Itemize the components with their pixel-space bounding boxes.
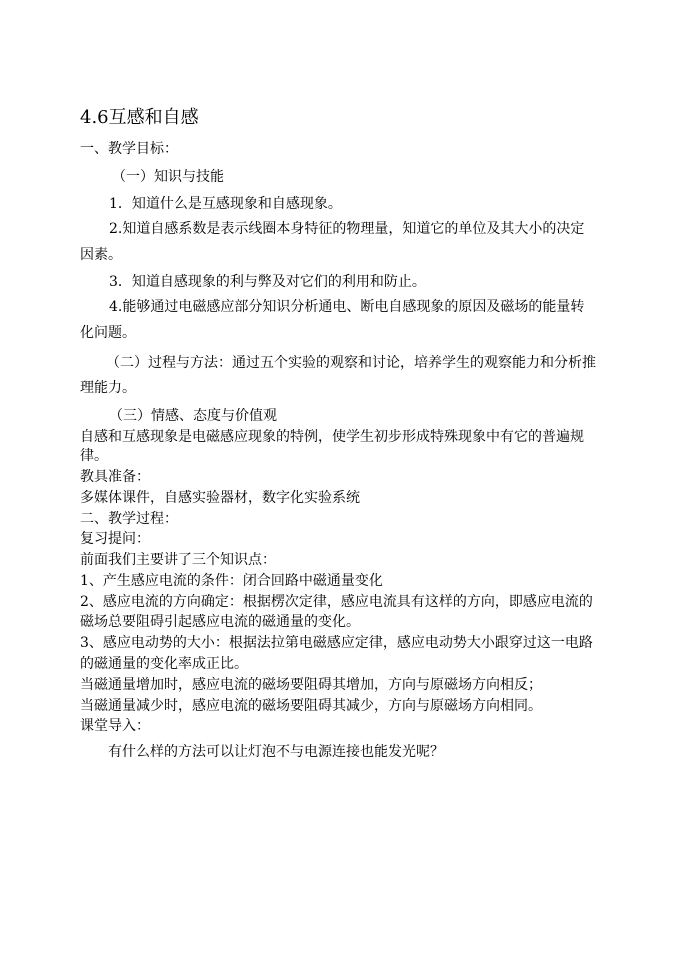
objective-item-2-cont: 因素。	[80, 247, 122, 263]
doc-title: 4.6互感和自感	[80, 107, 199, 128]
flux-increase-text: 当磁通量增加时，感应电流的磁场要阻碍其增加，方向与原磁场方向相反；	[80, 677, 542, 693]
review-point-1: 1、产生感应电流的条件：闭合回路中磁通量变化	[80, 573, 383, 589]
review-point-2: 2、感应电流的方向确定：根据楞次定律，感应电流具有这样的方向，即感应电流的	[80, 594, 593, 610]
objective-item-3: 3．知道自感现象的利与弊及对它们的利用和防止。	[109, 274, 426, 290]
process-method-cont: 理能力。	[80, 380, 136, 396]
materials-text: 多媒体课件，自感实验器材，数字化实验系统	[80, 490, 360, 506]
objective-item-4-cont: 化问题。	[80, 325, 136, 341]
objective-item-4: 4.能够通过电磁感应部分知识分析通电、断电自感现象的原因及磁场的能量转	[109, 299, 585, 315]
subheading-process-method: （二）过程与方法：通过五个实验的观察和讨论，培养学生的观察能力和分析推	[106, 355, 596, 371]
lesson-intro-heading: 课堂导入：	[80, 718, 150, 734]
section-heading-process: 二、教学过程：	[80, 511, 178, 527]
subheading-knowledge-skills: （一）知识与技能	[112, 169, 224, 185]
review-point-3: 3、感应电动势的大小：根据法拉第电磁感应定律，感应电动势大小跟穿过这一电路	[80, 635, 593, 651]
subheading-emotion-values: （三）情感、态度与价值观	[109, 408, 277, 424]
review-heading: 复习提问：	[80, 531, 150, 547]
section-heading-materials: 教具准备：	[80, 469, 150, 485]
emotion-values-text: 自感和互感现象是电磁感应现象的特例，使学生初步形成特殊现象中有它的普遍规	[80, 429, 584, 445]
section-heading-objectives: 一、教学目标：	[80, 141, 178, 157]
review-intro: 前面我们主要讲了三个知识点：	[80, 552, 276, 568]
emotion-values-text-cont: 律。	[80, 448, 108, 464]
flux-decrease-text: 当磁通量减少时，感应电流的磁场要阻碍其减少，方向与原磁场方向相同。	[80, 698, 542, 714]
review-point-2-cont: 磁场总要阻碍引起感应电流的磁通量的变化。	[80, 614, 360, 630]
review-point-3-cont: 的磁通量的变化率成正比。	[80, 656, 248, 672]
objective-item-2: 2.知道自感系数是表示线圈本身特征的物理量，知道它的单位及其大小的决定	[109, 221, 585, 237]
lesson-intro-question: 有什么样的方法可以让灯泡不与电源连接也能发光呢？	[108, 744, 444, 760]
objective-item-1: 1．知道什么是互感现象和自感现象。	[109, 196, 342, 212]
